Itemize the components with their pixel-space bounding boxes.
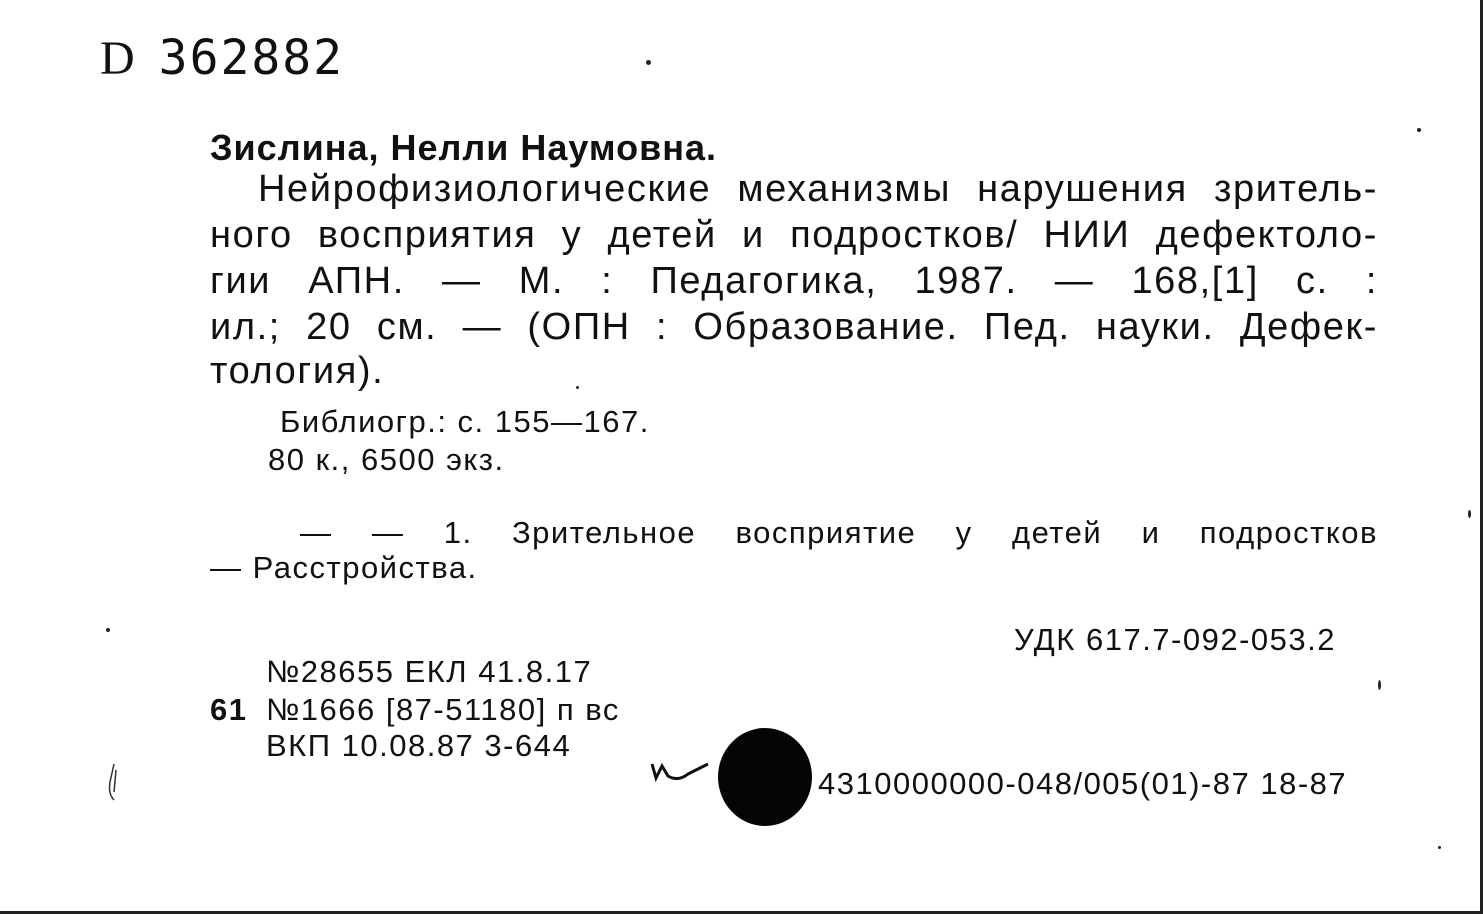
registration-line-3: ВКП 10.08.87 3-644	[266, 728, 572, 763]
speck	[106, 628, 110, 632]
call-number	[100, 30, 344, 86]
registration-prefix: 61	[210, 692, 248, 727]
title-line-2: ного восприятия у детей и подростков/ НИИ дефектоло-	[210, 214, 1378, 256]
bibliography-note: Библиогр.: с. 155—167.	[280, 404, 650, 439]
speck	[576, 386, 579, 389]
isbn-code: 4310000000-048/005(01)-87 18-87	[818, 766, 1348, 801]
price-print-run: 80 к., 6500 экз.	[268, 442, 505, 477]
margin-pencil-mark	[100, 762, 124, 802]
title-line-5: тология).	[210, 350, 385, 392]
author-heading: Зислина, Нелли Наумовна.	[210, 127, 717, 168]
title-line-1: Нейрофизиологические механизмы нарушения зритель-	[258, 168, 1378, 210]
ink-blot	[718, 728, 812, 826]
speck	[1438, 846, 1441, 849]
registration-line-1: №28655 ЕКЛ 41.8.17	[266, 654, 593, 689]
speck	[1378, 680, 1381, 690]
speck	[1468, 510, 1471, 518]
call-number-value: 362882	[158, 30, 345, 86]
subject-heading-line-1: — — 1. Зрительное восприятие у детей и подростков	[300, 515, 1378, 550]
registration-line-2: №1666 [87-51180] п вс	[266, 692, 620, 727]
handwritten-mark	[648, 756, 712, 786]
subject-heading-line-2: — Расстройства.	[210, 550, 478, 585]
title-line-3: гии АПН. — М. : Педагогика, 1987. — 168,[1] с. :	[210, 260, 1378, 302]
speck	[646, 60, 651, 65]
speck	[1417, 128, 1421, 132]
udk-code: УДК 617.7-092-053.2	[1014, 622, 1336, 657]
call-number-prefix: D	[100, 32, 137, 85]
title-line-4: ил.; 20 см. — (ОПН : Образование. Пед. науки. Дефек-	[210, 306, 1378, 348]
